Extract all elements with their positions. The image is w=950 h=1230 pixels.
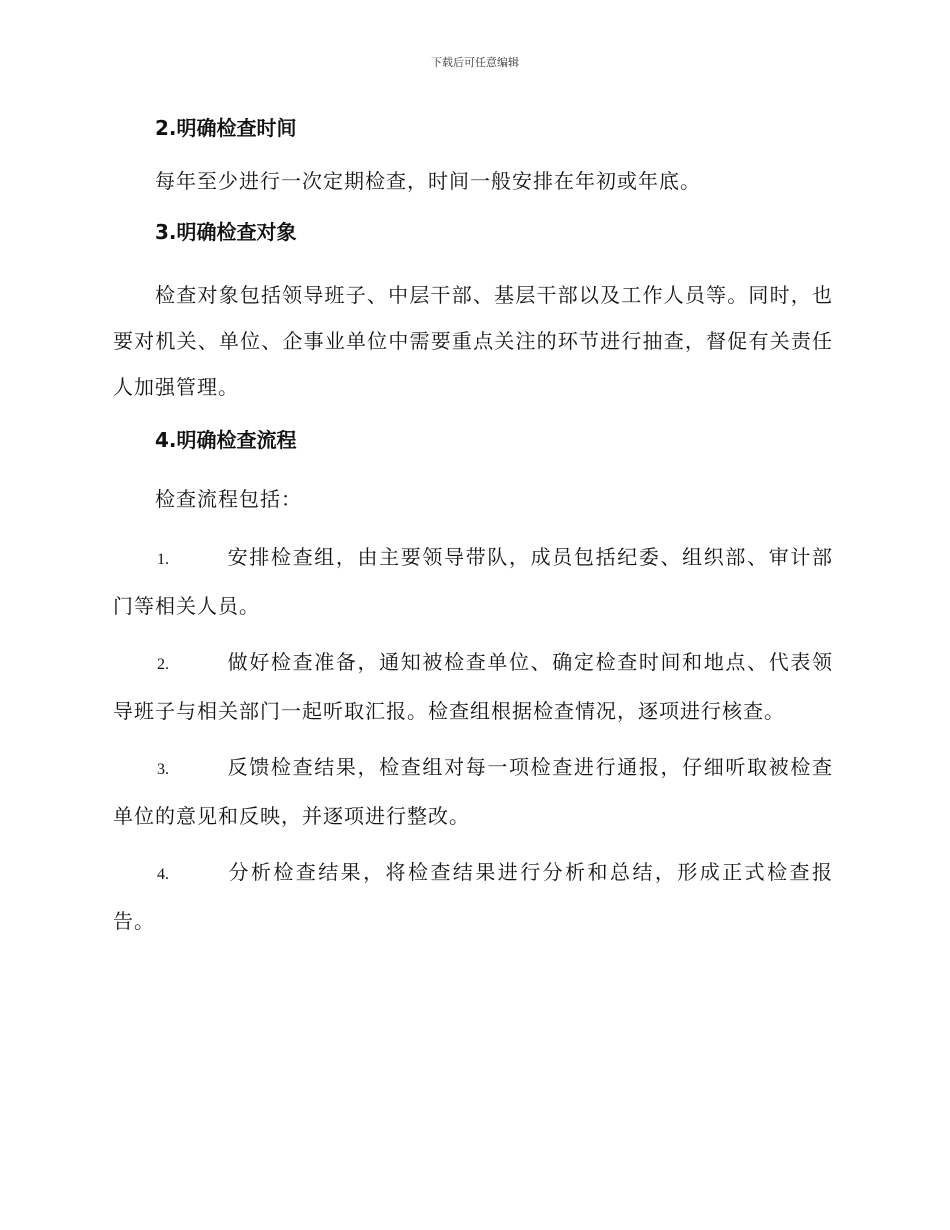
list-item-number: 1. bbox=[157, 551, 169, 568]
list-item-number: 4. bbox=[157, 866, 169, 883]
list-item-text: 做好检查准备，通知被检查单位、确定检查时间和地点、代表领导班子与相关部门一起听取汇报。检查组根据检查情况，逐项进行核查。 bbox=[113, 650, 833, 723]
list-item-number: 3. bbox=[157, 761, 169, 778]
section-heading-process: 4.明确检查流程 bbox=[155, 428, 297, 452]
list-item bbox=[113, 639, 833, 734]
list-item bbox=[113, 744, 833, 839]
list-item-text: 安排检查组，由主要领导带队，成员包括纪委、组织部、审计部门等相关人员。 bbox=[113, 545, 833, 618]
list-item-number: 2. bbox=[157, 656, 169, 673]
section-heading-time: 2.明确检查时间 bbox=[155, 116, 297, 140]
list-item-text: 反馈检查结果，检查组对每一项检查进行通报，仔细听取被检查单位的意见和反映，并逐项进行整改。 bbox=[113, 755, 833, 828]
section-body-time: 每年至少进行一次定期检查，时间一般安排在年初或年底。 bbox=[155, 169, 701, 193]
section-heading-targets: 3.明确检查对象 bbox=[155, 220, 297, 244]
section-intro-process: 检查流程包括： bbox=[155, 487, 302, 511]
document-body bbox=[113, 112, 833, 944]
header-note: 下载后可任意编辑 bbox=[431, 56, 519, 69]
list-item-text: 分析检查结果，将检查结果进行分析和总结，形成正式检查报告。 bbox=[113, 860, 833, 933]
section-body-targets: 检查对象包括领导班子、中层干部、基层干部以及工作人员等。同时，也要对机关、单位、企事业单位中需要重点关注的环节进行抽查，督促有关责任人加强管理。 bbox=[113, 283, 833, 399]
list-item bbox=[113, 534, 833, 629]
list-item bbox=[113, 849, 833, 944]
